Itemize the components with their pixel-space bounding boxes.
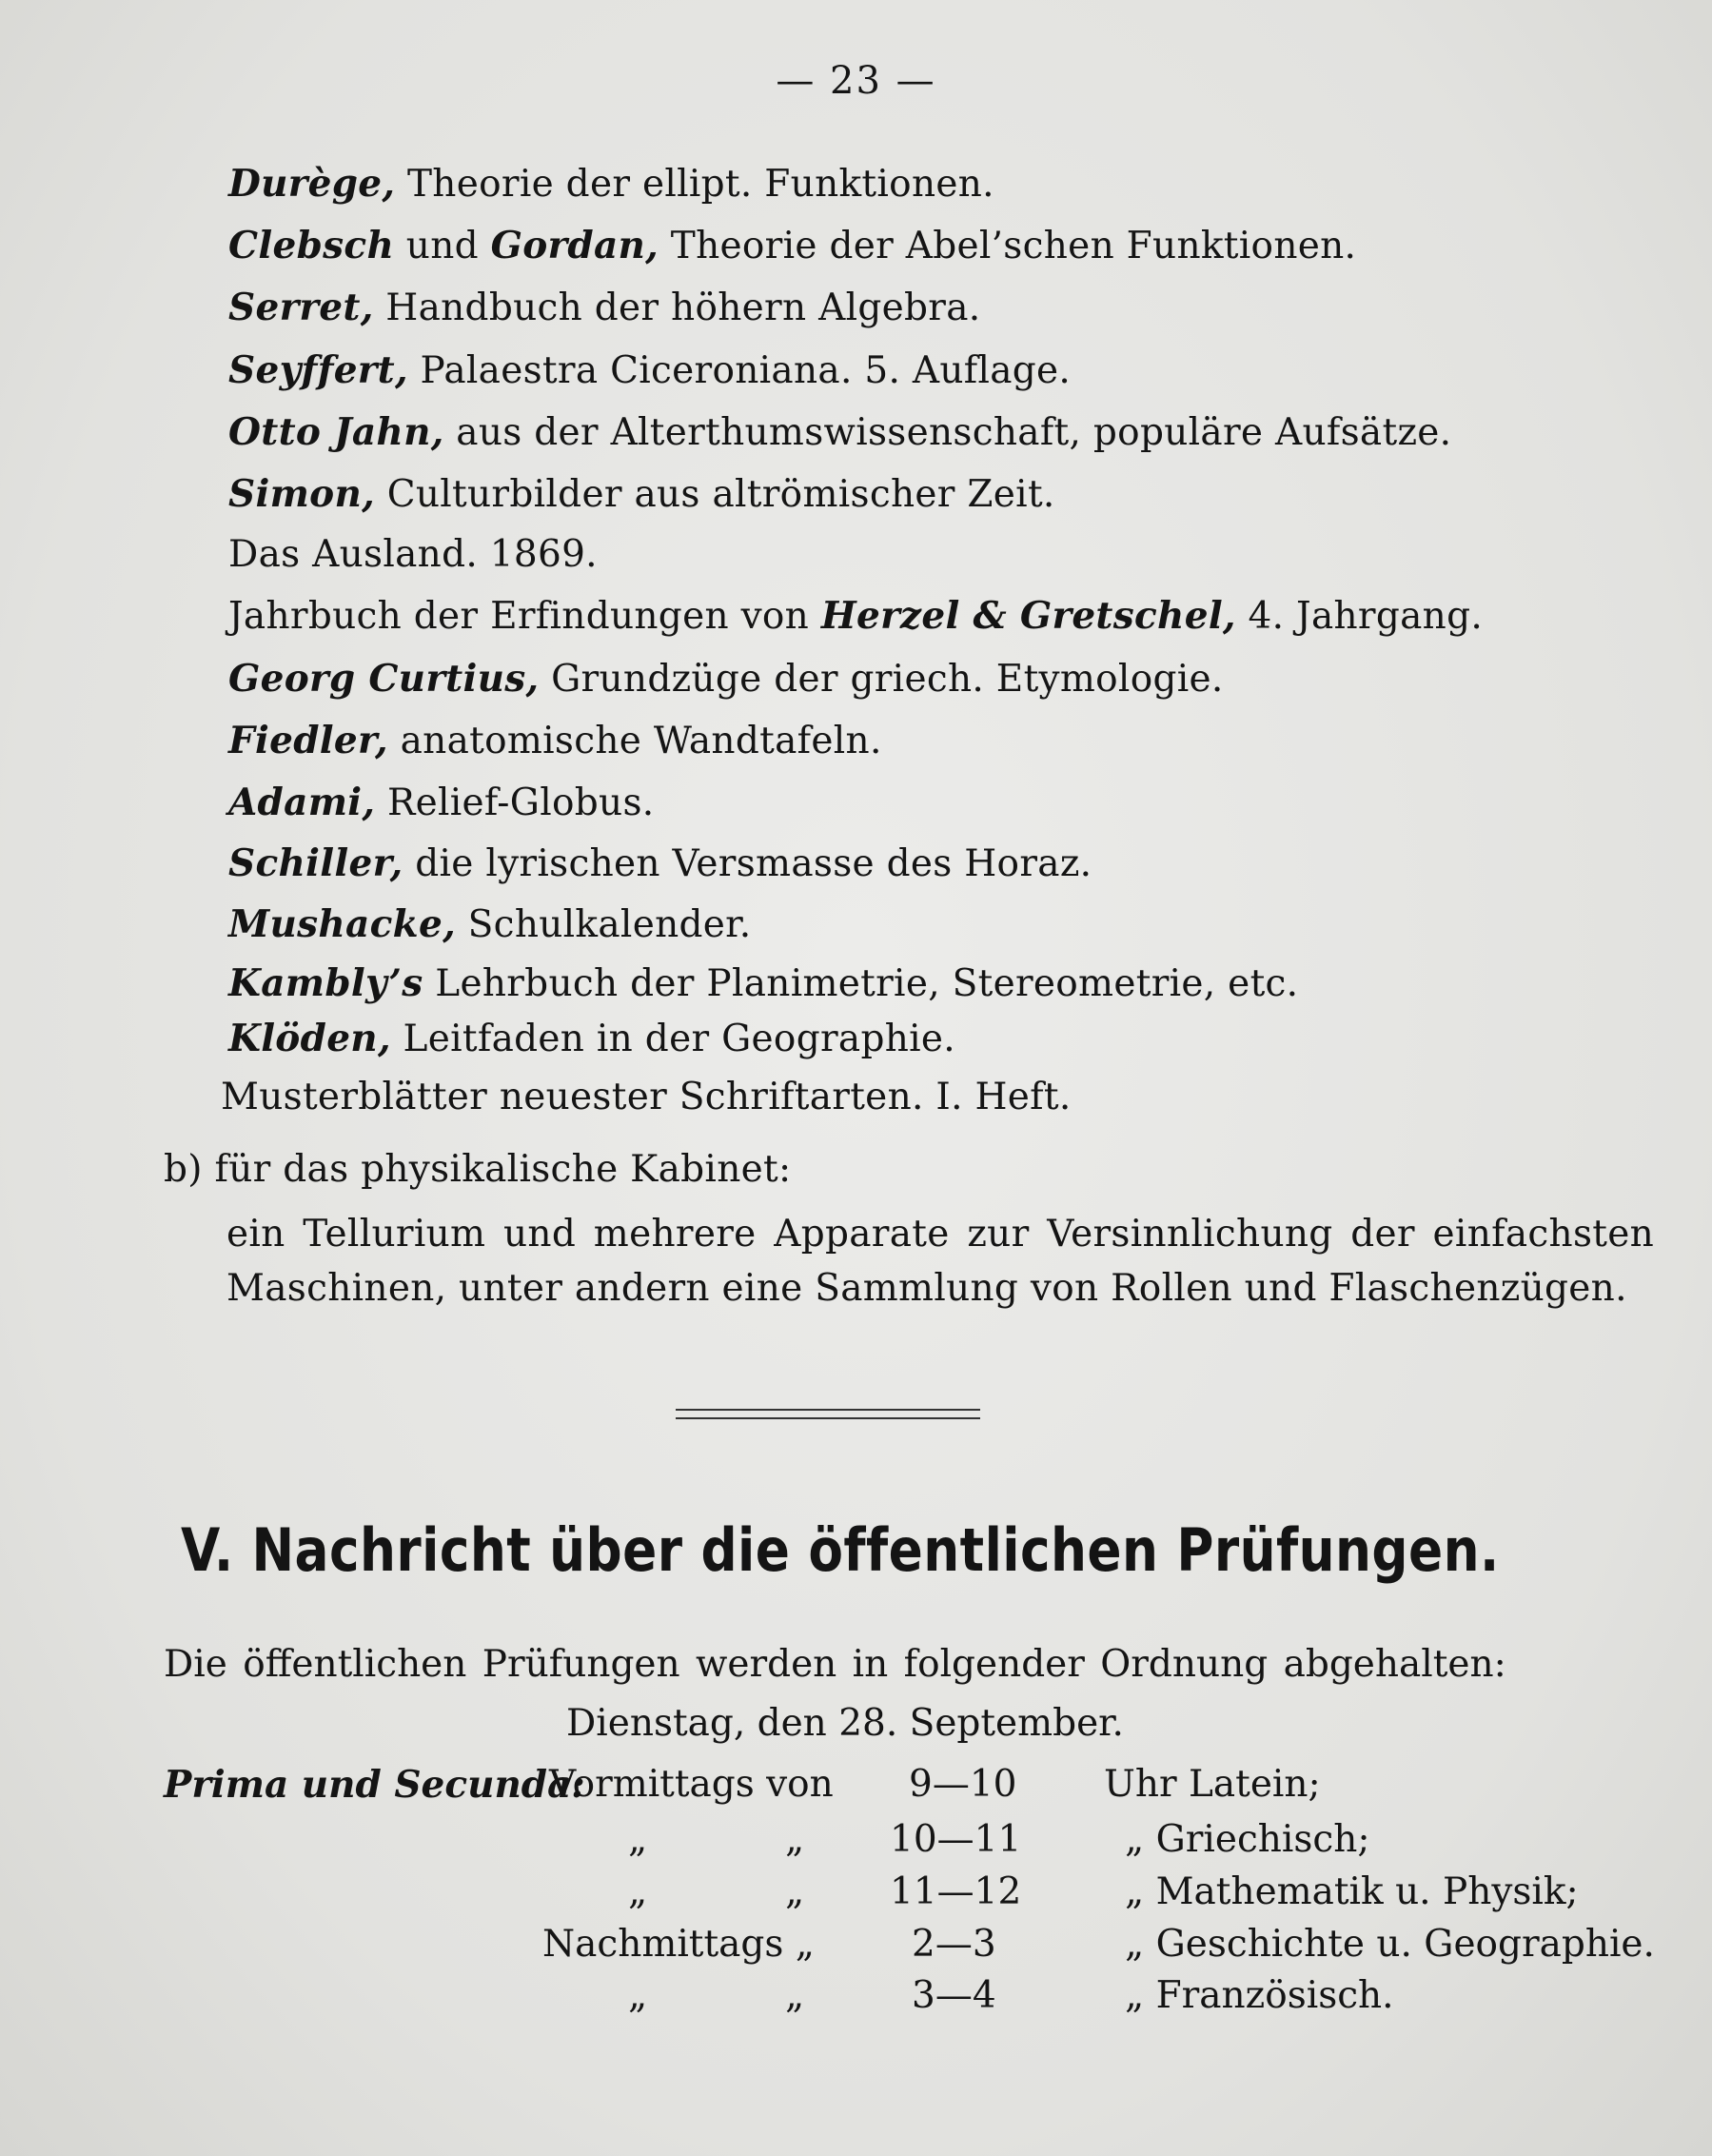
book-author: Clebsch <box>228 224 395 267</box>
book-item <box>228 902 752 946</box>
schedule-vormittags: Vormittags von <box>549 1763 834 1806</box>
section-b-text-2: Maschinen, unter andern eine Sammlung von Rollen und Flaschenzügen. <box>226 1267 1627 1310</box>
schedule-subject: „ Geschichte u. Geographie. <box>1125 1923 1655 1966</box>
schedule-time: 10—11 <box>890 1818 1022 1861</box>
book-item <box>228 472 1055 516</box>
book-title: Schulkalender. <box>455 903 752 946</box>
book-title: Musterblätter neuester Schriftarten. I. Heft. <box>221 1076 1072 1118</box>
book-author: Adami, <box>228 781 376 824</box>
schedule-time: 9—10 <box>909 1763 1017 1806</box>
schedule-subject: „ Französisch. <box>1125 1974 1394 2017</box>
book-item <box>228 533 598 576</box>
book-author: Durège, <box>228 162 396 206</box>
book-title: 4. Jahrgang. <box>1235 595 1484 638</box>
schedule-subject: Uhr Latein; <box>1104 1763 1321 1806</box>
ditto-mark: „ <box>628 1870 648 1913</box>
book-title: Grundzüge der griech. Etymologie. <box>539 658 1224 701</box>
section-heading: V. Nachricht über die öffentlichen Prüfungen. <box>181 1515 1500 1585</box>
ditto-mark: „ <box>785 1818 805 1861</box>
book-author: Serret, <box>228 286 374 329</box>
book-author: Kambly’s <box>228 961 423 1005</box>
book-title: Relief-Globus. <box>375 781 655 824</box>
book-title: die lyrischen Versmasse des Horaz. <box>403 842 1092 885</box>
schedule-subject: „ Mathematik u. Physik; <box>1125 1870 1579 1913</box>
ditto-mark: „ <box>785 1974 805 2017</box>
book-item <box>228 961 1298 1005</box>
book-prefix: Jahrbuch der Erfindungen von <box>228 595 821 638</box>
section-divider <box>676 1409 980 1419</box>
ditto-mark: „ <box>628 1818 648 1861</box>
ditto-mark: „ <box>628 1974 648 2017</box>
page-number: — 23 — <box>776 59 936 103</box>
book-title: Culturbilder aus altrömischer Zeit. <box>375 473 1055 516</box>
schedule-nachmittags: Nachmittags „ <box>542 1923 815 1966</box>
book-item <box>228 410 1451 454</box>
book-title: Theorie der ellipt. Funktionen. <box>395 163 994 206</box>
book-item <box>228 657 1224 701</box>
schedule-time: 3—4 <box>912 1974 996 2017</box>
schedule-time: 2—3 <box>912 1923 996 1966</box>
book-item <box>228 719 882 762</box>
book-author: Mushacke, <box>228 902 456 946</box>
book-item <box>221 1076 1072 1118</box>
book-title: anatomische Wandtafeln. <box>387 720 882 762</box>
book-item <box>228 162 994 206</box>
schedule-time: 11—12 <box>890 1870 1022 1913</box>
book-author: Otto Jahn, <box>228 410 444 454</box>
book-item <box>228 286 980 329</box>
book-title: Lehrbuch der Planimetrie, Stereometrie, etc. <box>423 962 1299 1005</box>
section-b-label: b) für das physikalische Kabinet: <box>164 1148 792 1191</box>
book-author: Schiller, <box>228 841 403 885</box>
book-item <box>228 841 1092 885</box>
book-title: aus der Alterthumswissenschaft, populäre Aufsätze. <box>443 411 1452 454</box>
book-item <box>228 348 1071 392</box>
schedule-subject: „ Griechisch; <box>1125 1818 1370 1861</box>
book-item <box>228 224 1356 267</box>
book-title: Das Ausland. 1869. <box>228 533 598 576</box>
book-title: Palaestra Ciceroniana. 5. Auflage. <box>407 349 1072 392</box>
book-item <box>228 1017 955 1060</box>
book-title: Leitfaden in der Geographie. <box>390 1018 955 1060</box>
section-b-text-1: ein Tellurium und mehrere Apparate zur Versinnlichung der einfachsten <box>226 1213 1655 1256</box>
book-author-2: Gordan, <box>490 224 659 267</box>
exam-date: Dienstag, den 28. September. <box>566 1702 1124 1745</box>
book-connector: und <box>394 225 491 267</box>
book-item <box>228 594 1483 638</box>
schedule-classes: Prima und Secunda: <box>164 1763 585 1807</box>
ditto-mark: „ <box>785 1870 805 1913</box>
book-author-2: Herzel & Gretschel, <box>820 594 1236 638</box>
book-title: Theorie der Abel’schen Funktionen. <box>659 225 1357 267</box>
book-title: Handbuch der höhern Algebra. <box>373 287 981 329</box>
book-author: Klöden, <box>228 1017 391 1060</box>
book-author: Fiedler, <box>228 719 388 762</box>
book-author: Georg Curtius, <box>228 657 540 701</box>
book-item <box>228 781 654 824</box>
book-author: Seyffert, <box>228 348 408 392</box>
intro-text: Die öffentlichen Prüfungen werden in folgender Ordnung abgehalten: <box>164 1643 1506 1686</box>
book-author: Simon, <box>228 472 375 516</box>
